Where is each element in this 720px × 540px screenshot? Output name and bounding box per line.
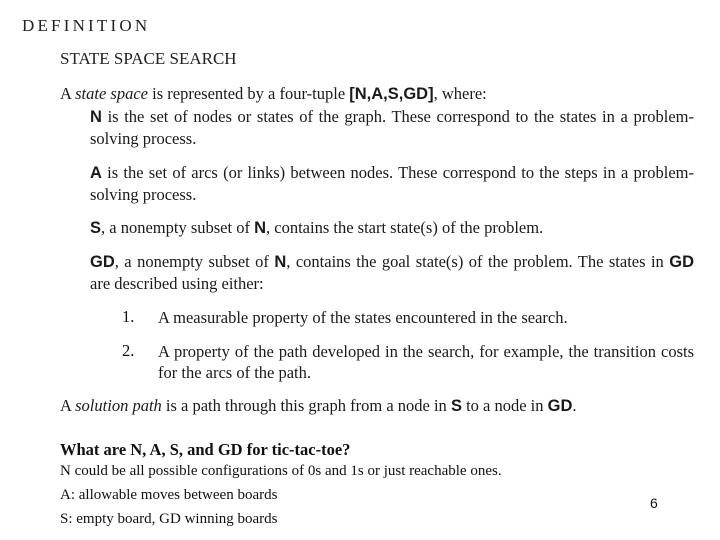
solution-text-d: .	[572, 396, 577, 415]
definition-header: DEFINITION	[22, 16, 151, 35]
item-n	[90, 106, 694, 149]
state-space-term: state space	[75, 84, 148, 103]
item-a-text: is the set of arcs (or links) between nodes. These correspond to the steps in a problem-solving process.	[90, 163, 694, 204]
item-s-symbol: S	[90, 219, 102, 237]
list-text-2: A property of the path developed in the search, for example, the transition costs for the arcs of the path.	[158, 342, 694, 382]
intro-text-a: A	[60, 84, 76, 103]
item-gd-symbol: GD	[90, 253, 115, 271]
item-gd	[90, 251, 694, 294]
item-gd-text-2: , contains the goal state(s) of the problem. The states in	[286, 252, 670, 271]
list-number-2: 2.	[122, 341, 135, 360]
list-item-1	[122, 307, 694, 328]
item-a	[90, 162, 694, 205]
answer-line: A: allowable moves between boards	[60, 487, 278, 503]
tuple-symbol: [N,A,S,GD]	[349, 85, 434, 103]
page-number: 6	[650, 495, 658, 511]
solution-text-c: to a node in	[461, 396, 548, 415]
intro-line	[60, 83, 700, 105]
solution-symbol-s: S	[450, 397, 462, 415]
question-text: What are N, A, S, and GD for tic-tac-toe?	[60, 440, 351, 459]
solution-line	[60, 395, 700, 417]
intro-text-c: , where:	[433, 84, 487, 103]
item-s-symbol-n: N	[254, 219, 266, 237]
solution-symbol-gd: GD	[547, 397, 573, 415]
item-a-symbol: A	[90, 164, 102, 182]
item-s-text-2: , contains the start state(s) of the problem.	[266, 218, 544, 237]
item-s-text-1: , a nonempty subset of	[101, 218, 255, 237]
item-gd-symbol-n: N	[274, 253, 287, 271]
solution-text-b: is a path through this graph from a node in	[161, 396, 451, 415]
answers	[60, 459, 650, 531]
list-item-2	[122, 341, 694, 383]
list-text-1: A measurable property of the states encountered in the search.	[158, 308, 568, 327]
solution-text-a: A	[60, 396, 76, 415]
intro-text-b: is represented by a four-tuple	[148, 84, 350, 103]
item-gd-symbol-gd: GD	[669, 253, 694, 271]
answer-line: S: empty board, GD winning boards	[60, 511, 278, 527]
answer-line: N could be all possible configurations of 0s and 1s or just reachable ones.	[60, 463, 502, 479]
list-number-1: 1.	[122, 307, 135, 326]
item-gd-text-3: are described using either:	[90, 274, 264, 293]
slide-title: STATE SPACE SEARCH	[60, 49, 237, 68]
item-gd-text-1: , a nonempty subset of	[114, 252, 275, 271]
item-s	[90, 217, 694, 239]
item-n-text: is the set of nodes or states of the graph. These correspond to the states in a problem-solving process.	[90, 107, 694, 148]
item-n-symbol: N	[90, 108, 102, 126]
solution-path-term: solution path	[75, 396, 162, 415]
